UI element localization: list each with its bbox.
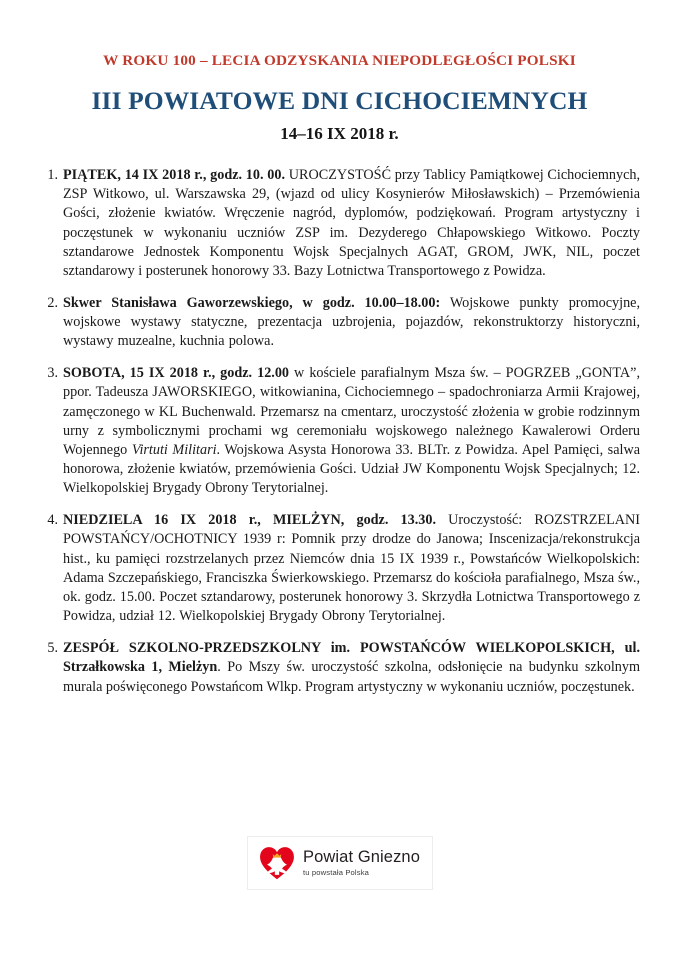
list-item-number: 3. (47, 365, 58, 382)
logo-name: Powiat Gniezno (303, 848, 420, 867)
heart-eagle-icon (259, 846, 295, 880)
list-item-text (63, 512, 640, 624)
list-item-body-after: . Wojskowa Asysta Honorowa 33. BLTr. z Powidza. Apel Pamięci, salwa honorowa, złożenie kwiatów, przemówienia Gości. Udział JW Komponentu Wojsk Specjalnych; 12. Wielkopolskiej Brygady Obrony Terytorialnej. (63, 441, 640, 497)
agenda-list (40, 166, 640, 697)
list-item-body: Uroczystość: ROZSTRZELANI POWSTAŃCY/OCHOTNICY 1939 r: Pomnik przy drodze do Janowa; Inscenizacja/rekonstrukcja hist., ku pamięci rozstrzelanych przez Niemców dnia 15 IX 1939 r., Powstańców Wielkopolskich: Adama Szczepańskiego, Franciszka Świerkowskiego. Przemarsz do kościoła parafialnego, Msza św., ok. godz. 15.00. Poczet sztandarowy, posterunek honorowy 3. Skrzydła Lotnictwa Transportowego z Powidza, udział 12. Wielkopolskiej Brygady Obrony Terytorialnej. (63, 512, 640, 625)
list-item-text (63, 167, 640, 279)
list-item-text (63, 365, 640, 496)
list-item-body-before: w kościele parafialnym Msza św. – POGRZEB „GONTA”, ppor. Tadeusza JAWORSKIEGO, witkowianina, Cichociemnego – spadochroniarza Armii Krajowej, zamęczonego w KL Buchenwald. Przemarsz na cmentarz, uroczystość złożenia w grobie rodzinnym urny z symbolicznymi prochami wg ceremoniału wojskowego należnego Kawalerowi Orderu Wojennego (63, 365, 640, 458)
list-item-text (63, 640, 640, 694)
list-item-number: 4. (47, 512, 58, 529)
list-item-lead: SOBOTA, 15 IX 2018 r., godz. 12.00 (63, 365, 290, 382)
eyebrow-text: W ROKU 100 – LECIA ODZYSKANIA NIEPODLEGŁOŚCI POLSKI (103, 52, 576, 69)
list-item (40, 166, 640, 281)
list-item-text (63, 295, 640, 349)
list-item-lead: PIĄTEK, 14 IX 2018 r., godz. 10. 00. (63, 166, 286, 183)
event-dates: 14–16 IX 2018 r. (280, 123, 399, 143)
logo-tagline: tu powstała Polska (303, 867, 370, 877)
list-item-number: 1. (47, 166, 58, 183)
poster-header (0, 0, 679, 144)
list-item (40, 294, 640, 352)
list-item (40, 639, 640, 697)
list-item-body: Wojskowe punkty promocyjne, wojskowe wystawy statyczne, prezentacja uzbrojenia, pojazdów, rekonstruktorzy historyczni, wystawy muzealne, kuchnia polowa. (63, 294, 641, 350)
logo-text-block (303, 849, 420, 876)
list-item (40, 511, 640, 626)
list-item-body: UROCZYSTOŚĆ przy Tablicy Pamiątkowej Cichociemnych, ZSP Witkowo, ul. Warszawska 29, (wjazd od ulicy Kosynierów Miłosławskich) – Przemówienia Gości, złożenie kwiatów. Wręczenie nagród, dyplomów, podziękowań. Program artystyczny i poczęstunek w wykonaniu uczniów ZSP im. Dezyderego Chłapowskiego Witkowo. Poczty sztandarowe Jednostek Komponentu Wojsk Specjalnych AGAT, GROM, JWK, NIL, poczet sztandarowy i posterunek honorowy 33. Bazy Lotnictwa Transportowego z Powidza. (63, 166, 641, 280)
list-item (40, 364, 640, 499)
powiat-gniezno-logo (247, 836, 433, 890)
list-item-lead: NIEDZIELA 16 IX 2018 r., MIELŻYN, godz. 13.30. (63, 512, 437, 529)
list-item-lead: Skwer Stanisława Gaworzewskiego, w godz. 10.00–18.00: (63, 294, 441, 311)
list-item-number: 2. (47, 294, 58, 311)
agenda-content (0, 166, 679, 697)
list-item-body: . Po Mszy św. uroczystość szkolna, odsłonięcie na budynku szkolnym murala poświęconego Powstańcom Wlkp. Program artystyczny w wykonaniu uczniów, poczęstunek. (63, 659, 641, 695)
footer-logo-area (0, 836, 679, 890)
list-item-lead: ZESPÓŁ SZKOLNO-PRZEDSZKOLNY im. POWSTAŃCÓW WIELKOPOLSKICH, ul. Strzałkowska 1, Mielżyn (63, 640, 640, 676)
list-item-number: 5. (47, 640, 58, 657)
list-item-italic-phrase: Virtuti Militari (131, 441, 217, 458)
page-title: III POWIATOWE DNI CICHOCIEMNYCH (91, 86, 588, 116)
